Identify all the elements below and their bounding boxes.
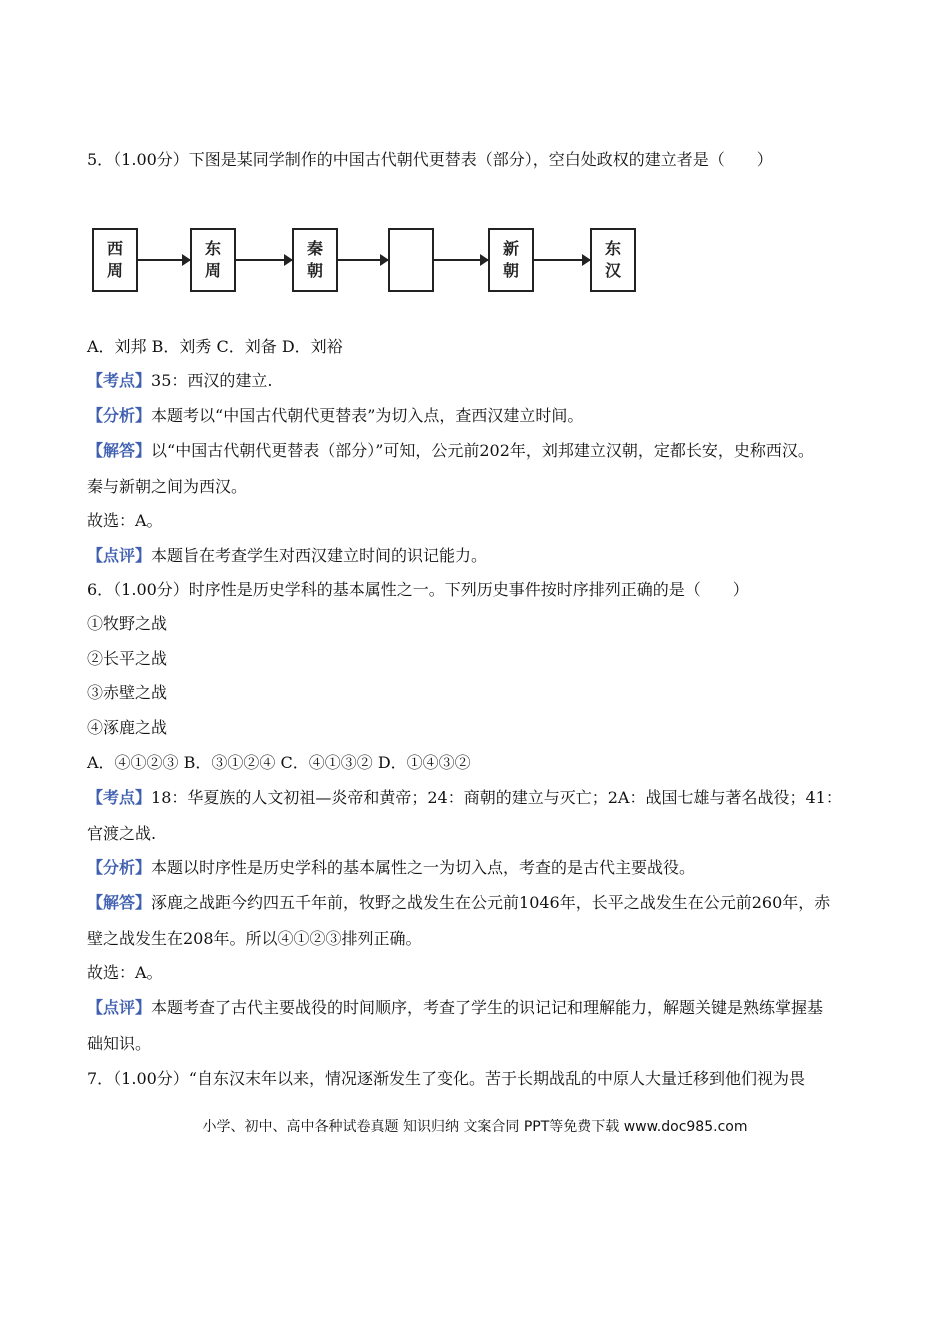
q6-jieda-tag: 【解答】 [87,893,152,912]
flow-arrow-4 [434,259,488,261]
q5-options: A．刘邦 B．刘秀 C．刘备 D．刘裕 [87,337,343,356]
q5-kaodian-text: 35：西汉的建立. [151,371,273,390]
q6-item: ①牧野之战 [87,614,168,633]
q6-stem: 6．（1.00分）时序性是历史学科的基本属性之一。下列历史事件按时序排列正确的是（ ） [87,580,749,599]
q5-dianping-text: 本题旨在考查学生对西汉建立时间的识记能力。 [151,546,488,565]
page-footer: 小学、初中、高中各种试卷真题 知识归纳 文案合同 PPT等免费下载 www.doc985.com [202,1119,748,1135]
flow-arrow-3 [338,259,388,261]
q6-item: ④涿鹿之战 [87,718,168,737]
q5-stem: 5．（1.00分）下图是某同学制作的中国古代朝代更替表（部分），空白处政权的建立者是（ ） [87,150,773,169]
q5-jieda-tag: 【解答】 [87,441,152,460]
flow-arrow-2 [236,259,292,261]
q6-dianping-tag: 【点评】 [87,998,152,1017]
q6-kaodian-tag: 【考点】 [87,788,152,807]
q6-jieda [87,893,830,913]
flow-box-6-top: 东 [604,239,621,258]
q5-fenxi-text: 本题考以“中国古代朝代更替表”为切入点，查西汉建立时间。 [151,406,584,425]
q6-dianping-text-2: 础知识。 [87,1034,152,1053]
q6-jieda-text-2: 壁之战发生在208年。所以④①②③排列正确。 [87,929,422,948]
flow-box-3 [292,228,338,292]
q5-kaodian [87,371,272,391]
flow-box-1 [92,228,138,292]
q5-dianping [87,546,487,566]
q6-fenxi-text: 本题以时序性是历史学科的基本属性之一为切入点，考查的是古代主要战役。 [151,858,696,877]
q6-fenxi-tag: 【分析】 [87,858,152,877]
flow-arrow-5 [534,259,590,261]
flow-box-5-top: 新 [502,239,519,258]
flow-box-3-bottom: 朝 [306,261,323,280]
flow-box-2 [190,228,236,292]
q5-jieda-text-1: 以“中国古代朝代更替表（部分）”可知，公元前202年，刘邦建立汉朝，定都长安，史称西汉。 [151,441,814,460]
flow-box-2-bottom: 周 [204,261,221,280]
q5-answer: 故选：A。 [87,511,163,530]
q6-dianping [87,998,823,1018]
q6-kaodian-text-1: 18：华夏族的人文初祖—炎帝和黄帝；24：商朝的建立与灭亡；2A：战国七雄与著名战役；41： [151,788,842,807]
q5-dianping-tag: 【点评】 [87,546,152,565]
q6-kaodian-text-2: 官渡之战. [87,824,157,843]
q6-item: ②长平之战 [87,649,168,668]
q5-fenxi [87,406,583,426]
flow-box-2-top: 东 [204,239,221,258]
q5-jieda [87,441,814,461]
flow-box-5-bottom: 朝 [502,261,519,280]
flow-box-3-top: 秦 [306,239,323,258]
q5-fenxi-tag: 【分析】 [87,406,152,425]
q7-stem: 7．（1.00分）“自东汉末年以来，情况逐渐发生了变化。苦于长期战乱的中原人大量迁移到他们视为畏 [87,1069,805,1088]
q6-options: A．④①②③ B．③①②④ C．④①③② D．①④③② [87,753,471,772]
q6-dianping-text-1: 本题考查了古代主要战役的时间顺序，考查了学生的识记记和理解能力，解题关键是熟练掌握基 [151,998,824,1017]
flow-box-6-bottom: 汉 [604,261,621,280]
q5-jieda-text-2: 秦与新朝之间为西汉。 [87,477,248,496]
q6-item: ③赤壁之战 [87,683,168,702]
q6-fenxi [87,858,695,878]
flow-box-1-bottom: 周 [106,261,123,280]
q6-jieda-text-1: 涿鹿之战距今约四五千年前，牧野之战发生在公元前1046年，长平之战发生在公元前260年，赤 [151,893,831,912]
q6-kaodian [87,788,842,808]
q6-answer: 故选：A。 [87,963,163,982]
flow-arrow-1 [138,259,190,261]
q5-kaodian-tag: 【考点】 [87,371,152,390]
flow-box-1-top: 西 [106,239,123,258]
flow-box-blank [388,228,434,292]
flow-box-5 [488,228,534,292]
dynasty-flowchart [92,228,652,298]
flow-box-6 [590,228,636,292]
